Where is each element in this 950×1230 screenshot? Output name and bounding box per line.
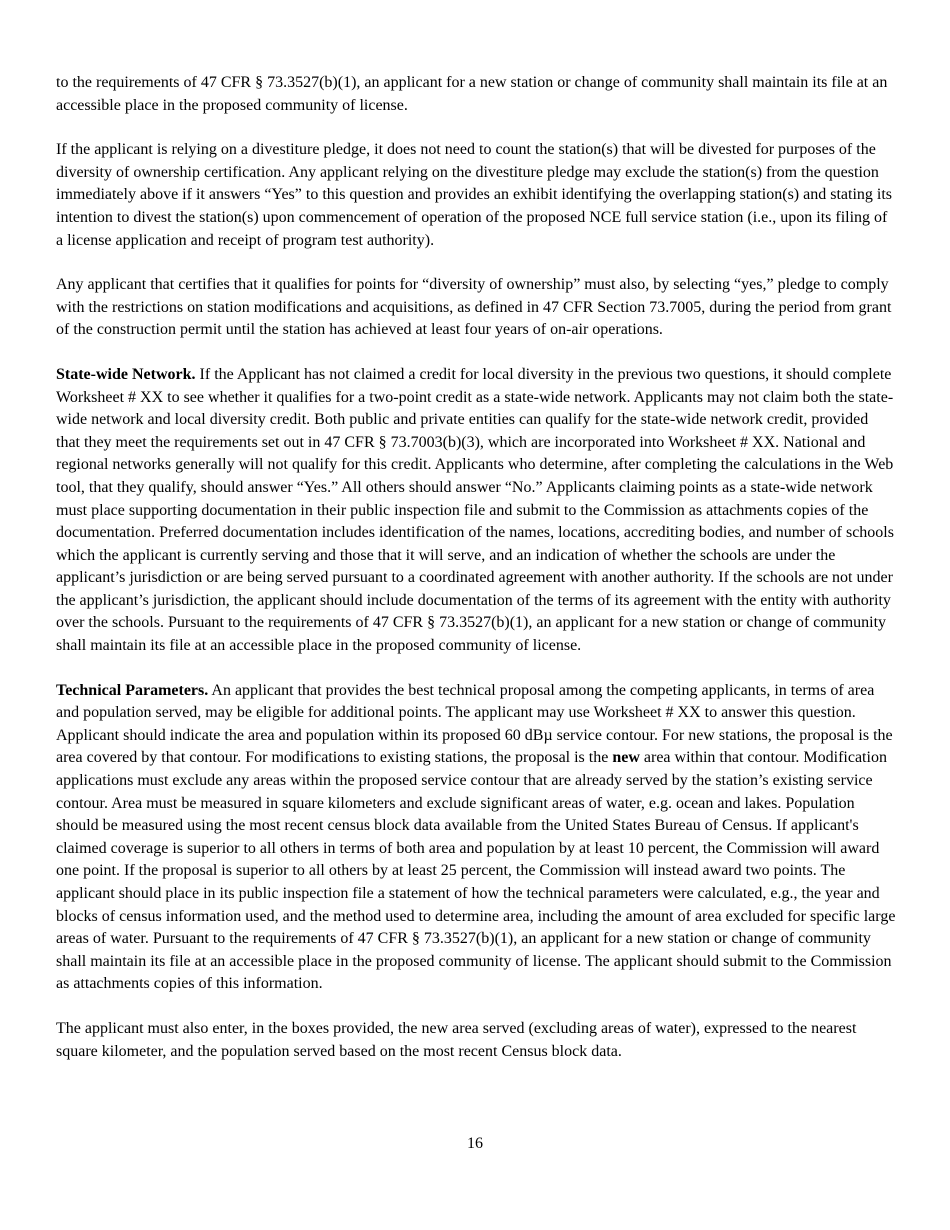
section-heading-state-wide-network: State-wide Network. xyxy=(56,365,196,383)
paragraph-continuation xyxy=(56,72,896,117)
paragraph-text: If the Applicant has not claimed a credit for local diversity in the previous two questions, it should complete Worksheet # XX to see whether it qualifies for a two-point credit as a state-wide network. Applicants may not claim both the state-wide network and local diversity credit. Both public and private entities can qualify for the state-wide network credit, provided that they meet the requirements set out in 47 CFR § 73.7003(b)(3), which are incorporated into Worksheet # XX. National and regional networks generally will not qualify for this credit. Applicants who determine, after completing the calculations in the Web tool, that they qualify, should answer “Yes.” All others should answer “No.” Applicants claiming points as a state-wide network must place supporting documentation in their public inspection file and submit to the Commission as attachments copies of the documentation. Preferred documentation includes identification of the names, locations, accrediting bodies, and number of schools which the applicant is currently serving and those that it will serve, and an indication of whether the schools are under the applicant’s jurisdiction or are being served pursuant to a coordinated agreement with another authority. If the schools are not under the applicant’s jurisdiction, the applicant should include documentation of the terms of its agreement with the entity with authority over the schools. Pursuant to the requirements of 47 CFR § 73.3527(b)(1), an applicant for a new station or change of community shall maintain its file at an accessible place in the proposed community of license. xyxy=(56,365,894,655)
paragraph-text: to the requirements of 47 CFR § 73.3527(b)(1), an applicant for a new station or change of community shall maintain its file at an accessible place in the proposed community of license. xyxy=(56,74,888,114)
paragraph-text: If the applicant is relying on a divestiture pledge, it does not need to count the station(s) that will be divested for purposes of the diversity of ownership certification. Any applicant relying on the divestiture pledge may exclude the station(s) from the question immediately above if it answers “Yes” to this question and provides an exhibit identifying the overlapping station(s) and stating its intention to divest the station(s) upon commencement of operation of the proposed NCE full service station (i.e., upon its filing of a license application and receipt of program test authority). xyxy=(56,141,892,249)
emphasis-new: new xyxy=(612,749,640,767)
paragraph-text: An applicant that provides the best technical proposal among the competing applicants, in terms of area and population served, may be eligible for additional points. The applicant may use Worksheet # XX to answer this question. Applicant should indicate the area and population within its proposed 60 dBµ service contour. For new stations, the proposal is the area covered by that contour. For modifications to existing stations, the proposal is the xyxy=(56,681,893,767)
paragraph-text: The applicant must also enter, in the boxes provided, the new area served (excluding areas of water), expressed to the nearest square kilometer, and the population served based on the most recent Census block data. xyxy=(56,1019,857,1060)
paragraph-divestiture-pledge xyxy=(56,139,896,252)
paragraph-area-population-entry xyxy=(56,1018,896,1063)
paragraph-diversity-ownership xyxy=(56,274,896,342)
paragraph-technical-parameters xyxy=(56,680,896,996)
document-page xyxy=(56,72,896,1085)
paragraph-state-wide-network xyxy=(56,364,896,658)
paragraph-text: area within that contour. Modification applications must exclude any areas within the proposed service contour that are already served by the station’s existing service contour. Area must be measured in square kilometers and exclude significant areas of water, e.g. ocean and lakes. Population should be measured using the most recent census block data available from the United States Bureau of Census. If applicant's claimed coverage is superior to all others in terms of both area and population by at least 10 percent, the Commission will award one point. If the proposal is superior to all others by at least 25 percent, the Commission will instead award two points. The applicant should place in its public inspection file a statement of how the technical parameters were calculated, e.g., the year and blocks of census information used, and the method used to determine area, including the amount of area excluded for specific large areas of water. Pursuant to the requirements of 47 CFR § 73.3527(b)(1), an applicant for a new station or change of community shall maintain its file at an accessible place in the proposed community of license. The applicant should submit to the Commission as attachments copies of this information. xyxy=(56,749,896,993)
page-number: 16 xyxy=(467,1135,483,1152)
section-heading-technical-parameters: Technical Parameters. xyxy=(56,681,209,699)
paragraph-text: Any applicant that certifies that it qualifies for points for “diversity of ownership” must also, by selecting “yes,” pledge to comply with the restrictions on station modifications and acquisitions, as defined in 47 CFR Section 73.7005, during the period from grant of the construction permit until the station has achieved at least four years of on-air operations. xyxy=(56,276,892,339)
